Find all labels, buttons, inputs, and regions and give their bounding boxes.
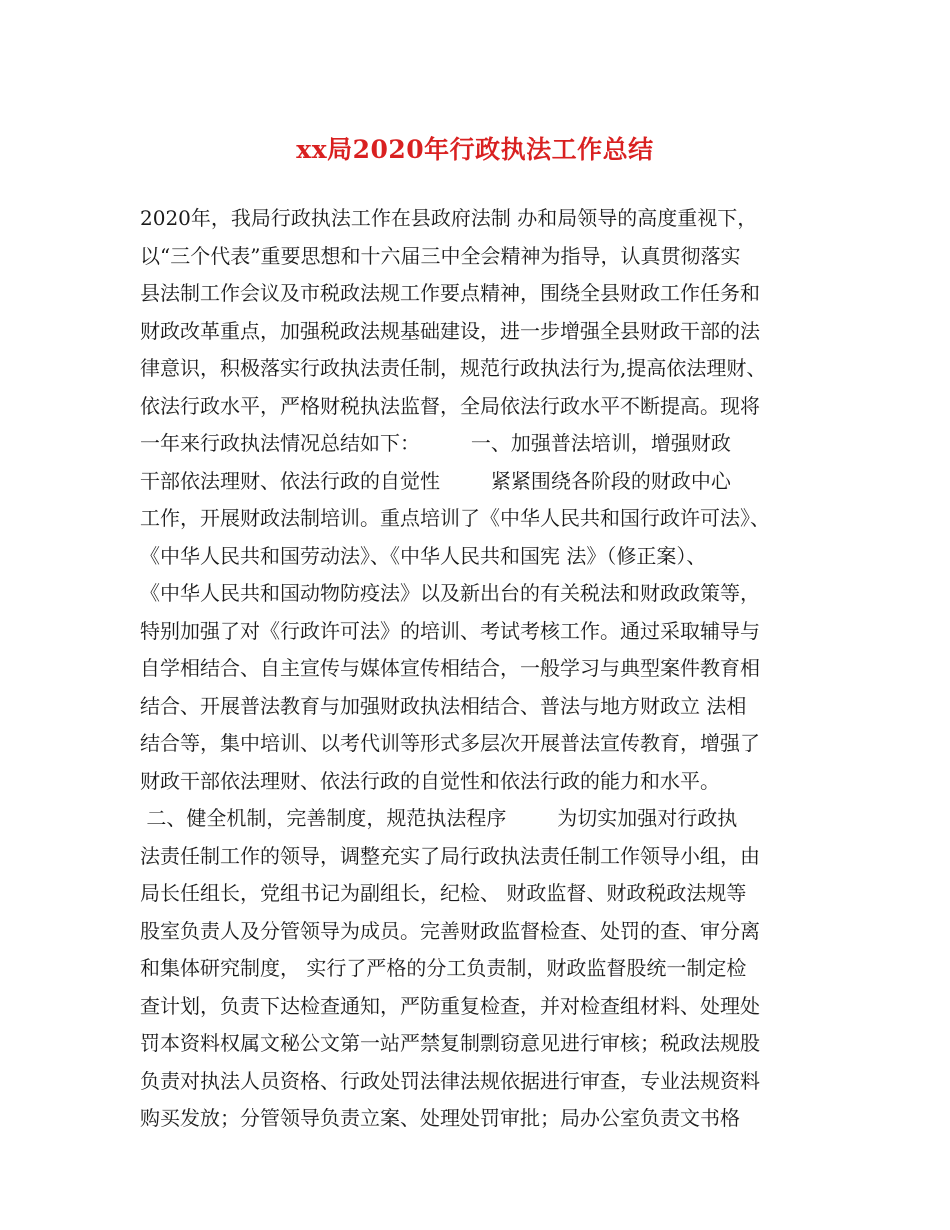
body-line: 结合、开展普法教育与加强财政执法相结合、普法与地方财政立 法相 (140, 693, 747, 718)
body-line: 《中华人民共和国动物防疫法》以及新出台的有关税法和财政政策等， (140, 581, 760, 605)
body-line: 以“三个代表”重要思想和十六届三中全会精神为指导，认真贯彻落实 (140, 243, 741, 268)
body-line: 特别加强了对《行政许可法》的培训、考试考核工作。通过采取辅导与 (140, 618, 760, 643)
body-line: 法责任制工作的领导，调整充实了局行政执法责任制工作领导小组，由 (140, 843, 760, 868)
body-line: 局长任组长，党组书记为副组长，纪检、 财政监督、财政税政法规等 (140, 881, 747, 905)
body-line: 自学相结合、自主宣传与媒体宣传相结合，一般学习与典型案件教育相 (140, 656, 760, 680)
body-line: 依法行政水平，严格财税执法监督，全局依法行政水平不断提高。现将 (140, 393, 760, 418)
body-line: 股室负责人及分管领导为成员。完善财政监督检查、处罚的查、审分离 (140, 918, 760, 943)
body-line: 查计划，负责下达检查通知，严防重复检查，并对检查组材料、处理处 (140, 993, 760, 1018)
body-line: 工作，开展财政法制培训。重点培训了《中华人民共和国行政许可法》、 (140, 506, 770, 530)
body-line: 负责对执法人员资格、行政处罚法律法规依据进行审查，专业法规资料 (140, 1068, 760, 1093)
body-line: 《中华人民共和国劳动法》、《中华人民共和国宪 法》（修正案）、 (140, 543, 707, 568)
body-line: 财政改革重点，加强税政法规基础建设，进一步增强全县财政干部的法 (140, 318, 760, 343)
body-line: 结合等，集中培训、以考代训等形式多层次开展普法宣传教育，增强了 (140, 731, 760, 755)
body-line: 罚本资料权属文秘公文第一站严禁复制剽窃意见进行审核；税政法规股 (140, 1031, 760, 1055)
body-line: 和集体研究制度， 实行了严格的分工负责制，财政监督股统一制定检 (140, 956, 747, 980)
body-line: 二、健全机制，完善制度，规范执法程序 为切实加强对行政执 (140, 806, 738, 830)
body-line: 一年来行政执法情况总结如下： 一、加强普法培训，增强财政 (140, 431, 731, 455)
body-line: 干部依法理财、依法行政的自觉性 紧紧围绕各阶段的财政中心 (140, 468, 731, 493)
body-line: 财政干部依法理财、依法行政的自觉性和依法行政的能力和水平。 (140, 768, 720, 793)
body-line: 2020年，我局行政执法工作在县政府法制 办和局领导的高度重视下， (140, 206, 758, 230)
body-line: 律意识，积极落实行政执法责任制，规范行政执法行为,提高依法理财、 (140, 356, 767, 380)
body-line: 购买发放；分管领导负责立案、处理处罚审批；局办公室负责文书格 (140, 1106, 740, 1130)
body-line: 县法制工作会议及市税政法规工作要点精神，围绕全县财政工作任务和 (140, 281, 760, 305)
document-body (140, 200, 840, 1138)
document-title: xx局2020年行政执法工作总结 (296, 135, 654, 164)
